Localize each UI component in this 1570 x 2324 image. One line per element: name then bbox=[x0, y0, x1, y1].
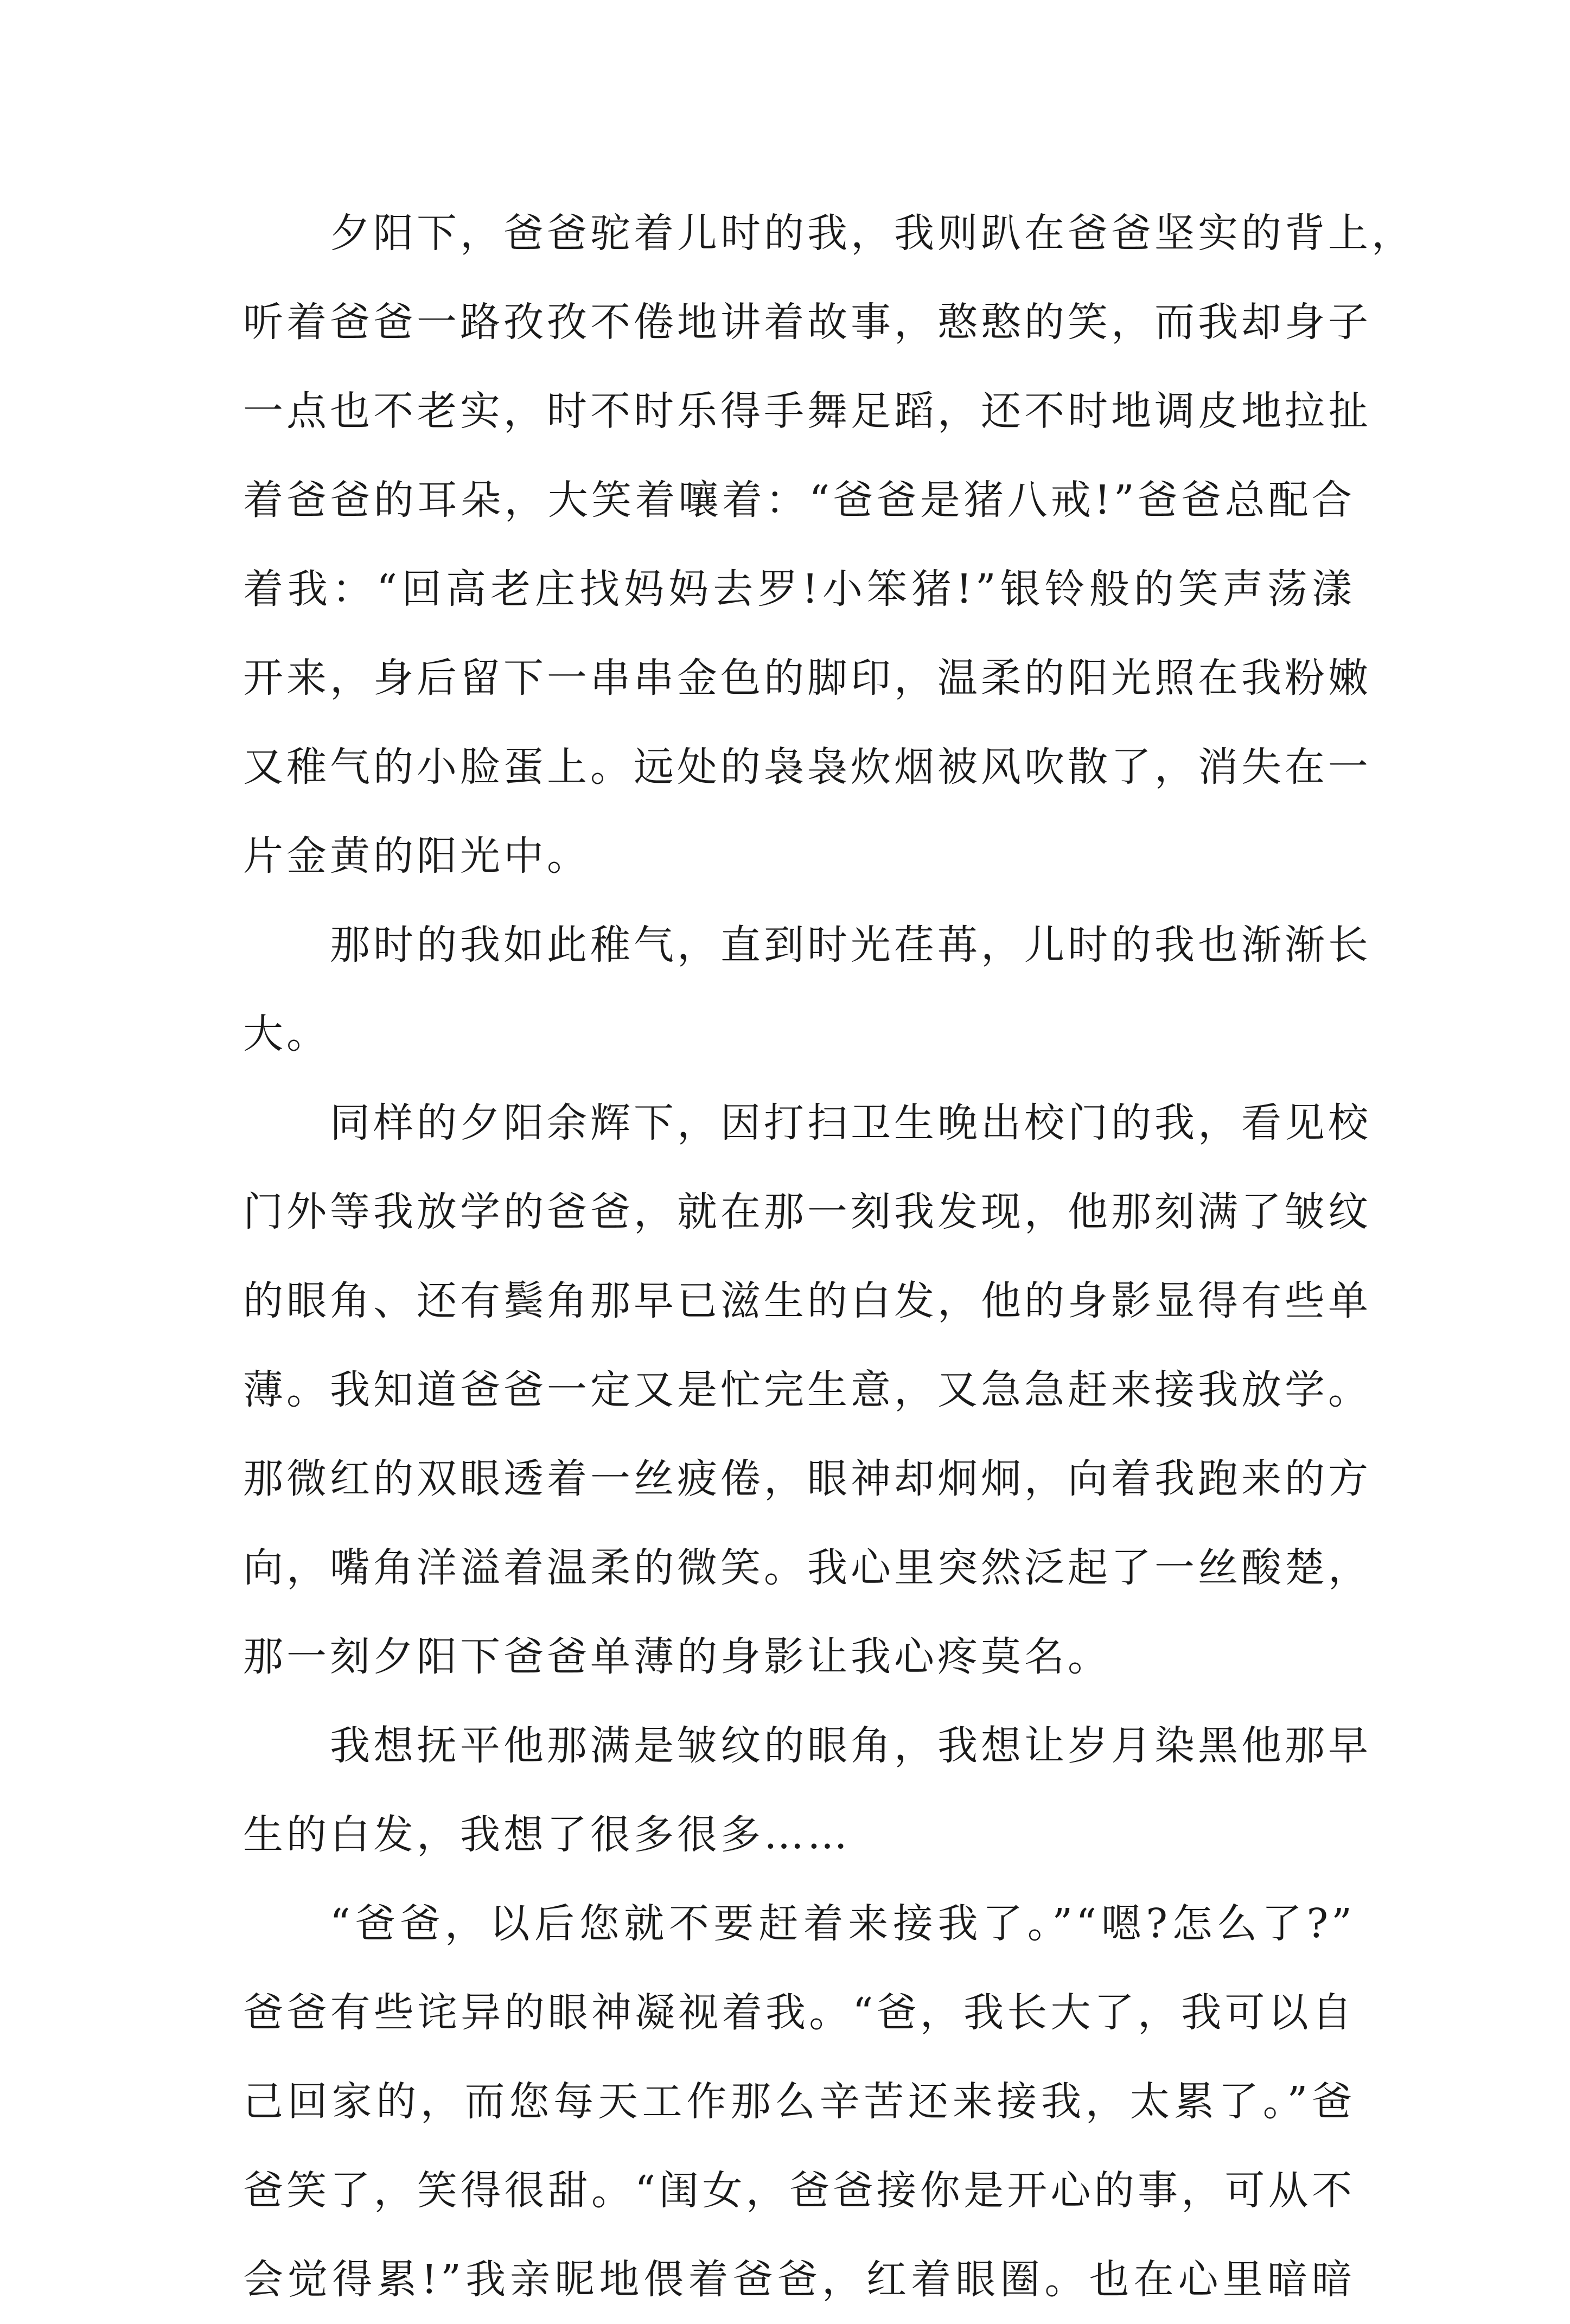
text-line: 着我：“回高老庄找妈妈去罗!小笨猪!”银铃般的笑声荡漾 bbox=[243, 566, 1355, 612]
text-line: 一点也不老实，时不时乐得手舞足蹈，还不时地调皮地拉扯 bbox=[243, 388, 1371, 435]
text-line: 生的白发，我想了很多很多…… bbox=[243, 1811, 851, 1858]
text-line: 爸笑了，笑得很甜。“闺女，爸爸接你是开心的事，可从不 bbox=[243, 2167, 1355, 2214]
text-line: 爸爸有些诧异的眼神凝视着我。“爸，我长大了，我可以自 bbox=[243, 1989, 1355, 2036]
text-line: 同样的夕阳余辉下，因打扫卫生晚出校门的我，看见校 bbox=[330, 1100, 1371, 1146]
text-line: 又稚气的小脸蛋上。远处的袅袅炊烟被风吹散了，消失在一 bbox=[243, 744, 1371, 790]
text-line: 着爸爸的耳朵，大笑着嚷着：“爸爸是猪八戒!”爸爸总配合 bbox=[243, 477, 1355, 523]
text-line: 那时的我如此稚气，直到时光荏苒，儿时的我也渐渐长 bbox=[330, 922, 1371, 968]
text-line: 的眼角、还有鬓角那早已滋生的白发，他的身影显得有些单 bbox=[243, 1278, 1371, 1324]
text-line: 门外等我放学的爸爸，就在那一刻我发现，他那刻满了皱纹 bbox=[243, 1189, 1371, 1235]
text-line: 会觉得累!”我亲昵地偎着爸爸，红着眼圈。也在心里暗暗 bbox=[243, 2256, 1355, 2303]
text-line: 开来，身后留下一串串金色的脚印，温柔的阳光照在我粉嫩 bbox=[243, 655, 1371, 701]
text-line: 那一刻夕阳下爸爸单薄的身影让我心疼莫名。 bbox=[243, 1633, 1111, 1680]
text-line: 听着爸爸一路孜孜不倦地讲着故事，憨憨的笑，而我却身子 bbox=[243, 299, 1371, 346]
body-text bbox=[243, 189, 1415, 2324]
text-line: 夕阳下，爸爸驼着儿时的我，我则趴在爸爸坚实的背上， bbox=[330, 210, 1415, 257]
text-line: 薄。我知道爸爸一定又是忙完生意，又急急赶来接我放学。 bbox=[243, 1367, 1371, 1413]
text-line: 片金黄的阳光中。 bbox=[243, 833, 590, 879]
text-line: 那微红的双眼透着一丝疲倦，眼神却炯炯，向着我跑来的方 bbox=[243, 1455, 1371, 1502]
text-line: 大。 bbox=[243, 1011, 330, 1057]
text-line: 向，嘴角洋溢着温柔的微笑。我心里突然泛起了一丝酸楚， bbox=[243, 1544, 1371, 1591]
text-line: 己回家的，而您每天工作那么辛苦还来接我，太累了。”爸 bbox=[243, 2078, 1355, 2125]
text-line: 我想抚平他那满是皱纹的眼角，我想让岁月染黑他那早 bbox=[330, 1722, 1371, 1769]
text-line: “爸爸，以后您就不要赶着来接我了。”“嗯?怎么了?” bbox=[330, 1900, 1355, 1947]
